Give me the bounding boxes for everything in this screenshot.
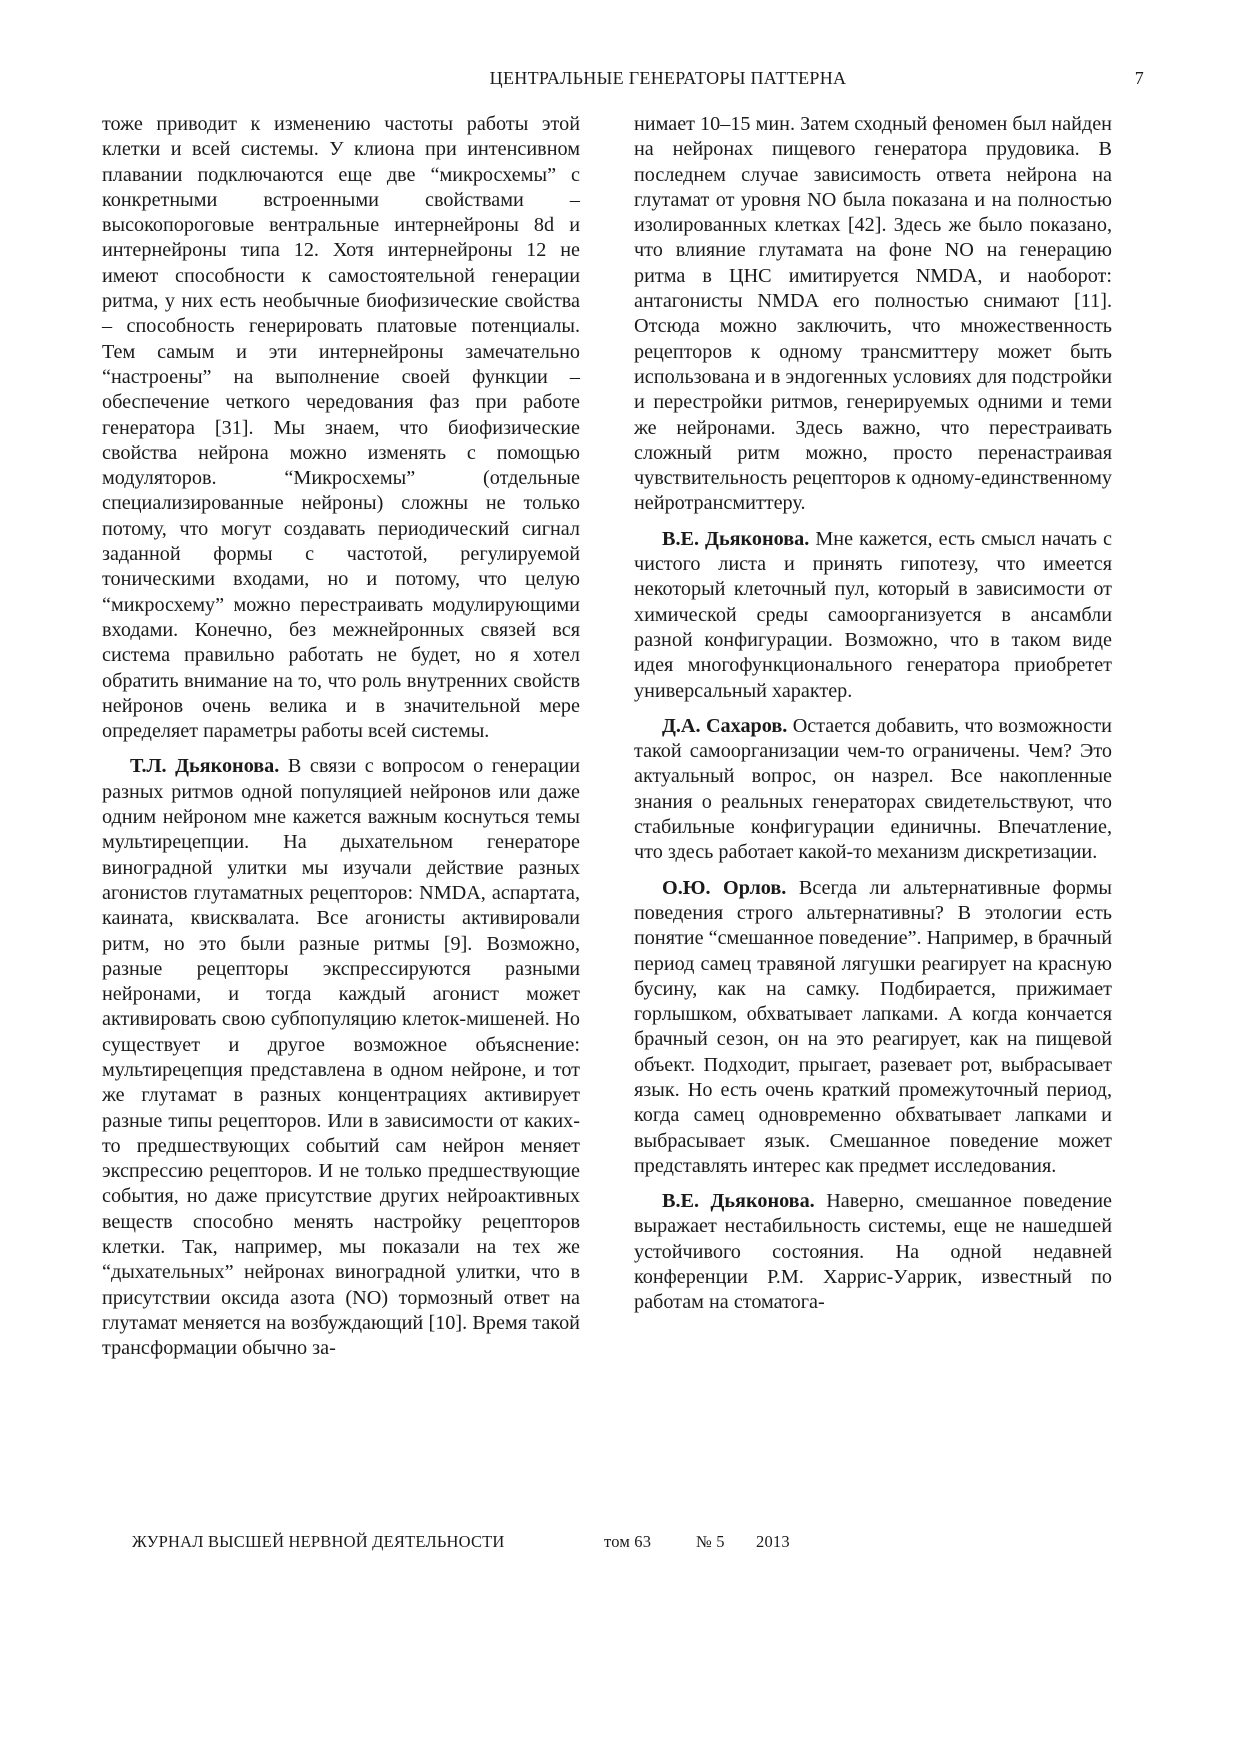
speaker-name: В.Е. Дьяконова. [662,1190,815,1213]
speaker-name: В.Е. Дьяконова. [662,527,810,550]
journal-name: ЖУРНАЛ ВЫСШЕЙ НЕРВНОЙ ДЕЯТЕЛЬНОСТИ [132,1532,505,1551]
paragraph-text: В связи с вопросом о генерации разных ритмов одной популяцией нейронов или даже одним нейроном мне кажется важным коснуться темы мультирецепции. На дыхательном генераторе виноградной улитки мы изучали действие разных агонистов глутаматных рецепторов: NMDA, аспартата, каината, квисквалата. Все агонисты активировали ритм, но это были разные ритмы [9]. Возможно, разные рецепторы экспрессируются разными нейронами, и тогда каждый агонист может активировать свою субпопуляцию клеток-мишеней. Но существует и другое возможное объяснение: мультирецепция представлена в одном нейроне, и тот же глутамат в разных концентрациях активирует разные типы рецепторов. Или в зависимости от каких-то предшествующих событий сам нейрон меняет экспрессию рецепторов. И не только предшествующие события, но даже присутствие других нейроактивных веществ способно менять настройку рецепторов клетки. Так, например, мы показали на тех же “дыхательных” нейронах виноградной улитки, что в присутствии оксида азота (NO) тормозный ответ на глутамат меняется на возбуждающий [10]. Время такой трансформации обычно за- [102,755,580,1360]
paragraph-text: Всегда ли альтернативные формы поведения строго альтернативны? В этологии есть понятие “смешанное поведение”. Например, в брачный период самец травяной лягушки реагирует на красную бусину, как на самку. Подбирается, прижимает горлышком, обхватывает лапками. А когда кончается брачный сезон, он на это реагирует, как на пищевой объект. Подходит, прыгает, разевает рот, выбрасывает язык. Но есть очень краткий промежуточный период, когда самец одновременно обхватывает лапками и выбрасывает язык. Смешанное поведение может представлять интерес как предмет исследования. [634,876,1112,1177]
paragraph: нимает 10–15 мин. Затем сходный феномен был найден на нейронах пищевого генератора прудовика. В последнем случае зависимость ответа нейрона на глутамат от уровня NO была показана и на полностью изолированных клетках [42]. Здесь же было показано, что влияние глутамата на фоне NO на генерацию ритма в ЦНС имитируется NMDA, и наоборот: антагонисты NMDA его полностью снимают [11]. Отсюда можно заключить, что множественность рецепторов к одному трансмиттеру может быть использована и в эндогенных условиях для подстройки и перестройки ритмов, генерируемых одними и теми же нейронами. Здесь важно, что перестраивать сложный ритм можно, просто перенастраивая чувствительность рецепторов к одному-единственному нейротрансмиттеру. [634,113,1112,515]
speaker-name: О.Ю. Орлов. [662,876,787,899]
paragraph-text: Наверно, смешанное поведение выражает нестабильность системы, еще не нашедшей устойчивого состояния. На одной недавней конференции Р.М. Харрис-Уаррик, известный по работам на стоматога- [634,1190,1112,1314]
running-title: ЦЕНТРАЛЬНЫЕ ГЕНЕРАТОРЫ ПАТТЕРНА [489,68,847,88]
running-head [132,68,1144,92]
paragraph [634,876,1112,1180]
speaker-name: Д.А. Сахаров. [662,714,788,737]
right-column [634,112,1112,1316]
volume: том 63 [604,1532,652,1551]
left-column [102,112,580,1362]
paragraph [102,754,580,1361]
paragraph [634,1189,1112,1315]
paragraph [634,714,1112,866]
issue-number: № 5 [696,1532,725,1551]
speaker-name: Т.Л. Дьяконова. [130,755,280,778]
year: 2013 [756,1532,790,1551]
paragraph-text: Мне кажется, есть смысл начать с чистого листа и принять гипотезу, что имеется некоторый клеточный пул, который в зависимости от химической среды самоорганизуется в ансамбли разной конфигурации. Возможно, что в таком виде идея многофункционального генератора приобретет универсальный характер. [634,527,1113,702]
paragraph [634,527,1112,704]
page-number: 7 [1134,68,1144,88]
paragraph: тоже приводит к изменению частоты работы этой клетки и всей системы. У клиона при интенсивном плавании подключаются еще две “микросхемы” с конкретными встроенными свойствами – высокопороговые вентральные интернейроны 8d и интернейроны типа 12. Хотя интернейроны 12 не имеют способности к самостоятельной генерации ритма, у них есть необычные биофизические свойства – способность генерировать платовые потенциалы. Тем самым и эти интернейроны замечательно “настроены” на выполнение своей функции – обеспечение четкого чередования фаз при работе генератора [31]. Мы знаем, что биофизические свойства нейрона можно изменять с помощью модуляторов. “Микросхемы” (отдельные специализированные нейроны) сложны не только потому, что могут создавать периодический сигнал заданной формы с частотой, регулируемой тоническими входами, но и потому, что целую “микросхему” можно перестраивать модулирующими входами. Конечно, без межнейронных связей вся система правильно работать не будет, но я хотел обратить внимание на то, что роль внутренних свойств нейронов очень велика и в значительной мере определяет параметры работы всей системы. [102,113,580,743]
page-footer [132,1532,790,1552]
paragraph-text: Остается добавить, что возможности такой самоорганизации чем-то ограничены. Чем? Это актуальный вопрос, он назрел. Все накопленные знания о реальных генераторах свидетельствуют, что стабильные конфигурации единичны. Впечатление, что здесь работает какой-то механизм дискретизации. [634,714,1112,864]
